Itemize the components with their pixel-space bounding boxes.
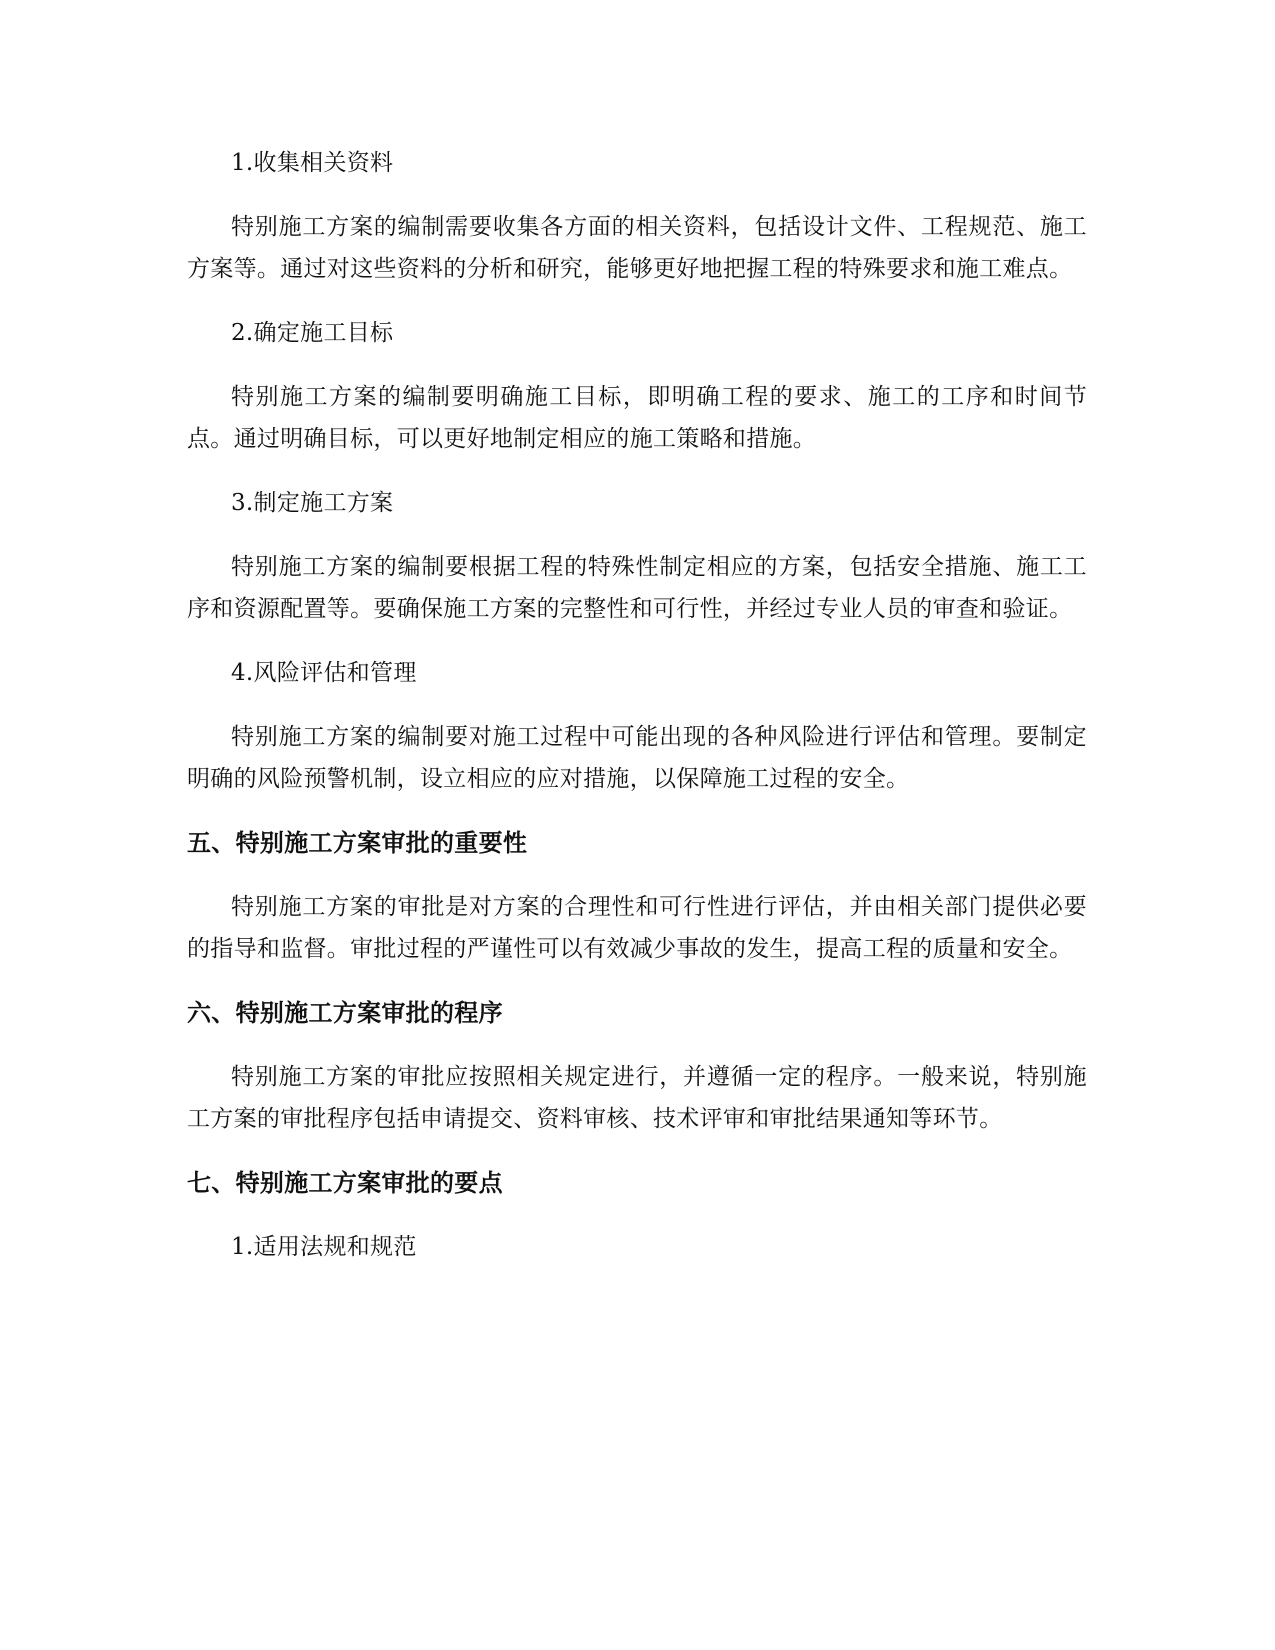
subheading-applicable-regulations: 1.适用法规和规范 [231, 1234, 417, 1260]
document-body [187, 142, 1087, 1290]
section-heading-approval-importance: 五、特别施工方案审批的重要性 [187, 829, 528, 857]
paragraph-collect-materials: 特别施工方案的编制需要收集各方面的相关资料，包括设计文件、工程规范、施工方案等。通过对这些资料的分析和研究，能够更好地把握工程的特殊要求和施工难点。 [187, 214, 1087, 282]
subheading-formulate-plan: 3.制定施工方案 [231, 490, 394, 516]
subheading-collect-materials: 1.收集相关资料 [231, 150, 394, 176]
paragraph-construction-goals: 特别施工方案的编制要明确施工目标，即明确工程的要求、施工的工序和时间节点。通过明确目标，可以更好地制定相应的施工策略和措施。 [187, 384, 1087, 452]
paragraph-approval-importance: 特别施工方案的审批是对方案的合理性和可行性进行评估，并由相关部门提供必要的指导和监督。审批过程的严谨性可以有效减少事故的发生，提高工程的质量和安全。 [187, 894, 1087, 962]
paragraph-risk-management: 特别施工方案的编制要对施工过程中可能出现的各种风险进行评估和管理。要制定明确的风险预警机制，设立相应的应对措施，以保障施工过程的安全。 [187, 724, 1087, 792]
subheading-construction-goals: 2.确定施工目标 [231, 320, 394, 346]
paragraph-formulate-plan: 特别施工方案的编制要根据工程的特殊性制定相应的方案，包括安全措施、施工工序和资源配置等。要确保施工方案的完整性和可行性，并经过专业人员的审查和验证。 [187, 554, 1087, 622]
section-heading-approval-procedure: 六、特别施工方案审批的程序 [187, 999, 503, 1027]
paragraph-approval-procedure: 特别施工方案的审批应按照相关规定进行，并遵循一定的程序。一般来说，特别施工方案的审批程序包括申请提交、资料审核、技术评审和审批结果通知等环节。 [187, 1064, 1087, 1132]
section-heading-approval-key-points: 七、特别施工方案审批的要点 [187, 1169, 503, 1197]
subheading-risk-management: 4.风险评估和管理 [231, 660, 417, 686]
